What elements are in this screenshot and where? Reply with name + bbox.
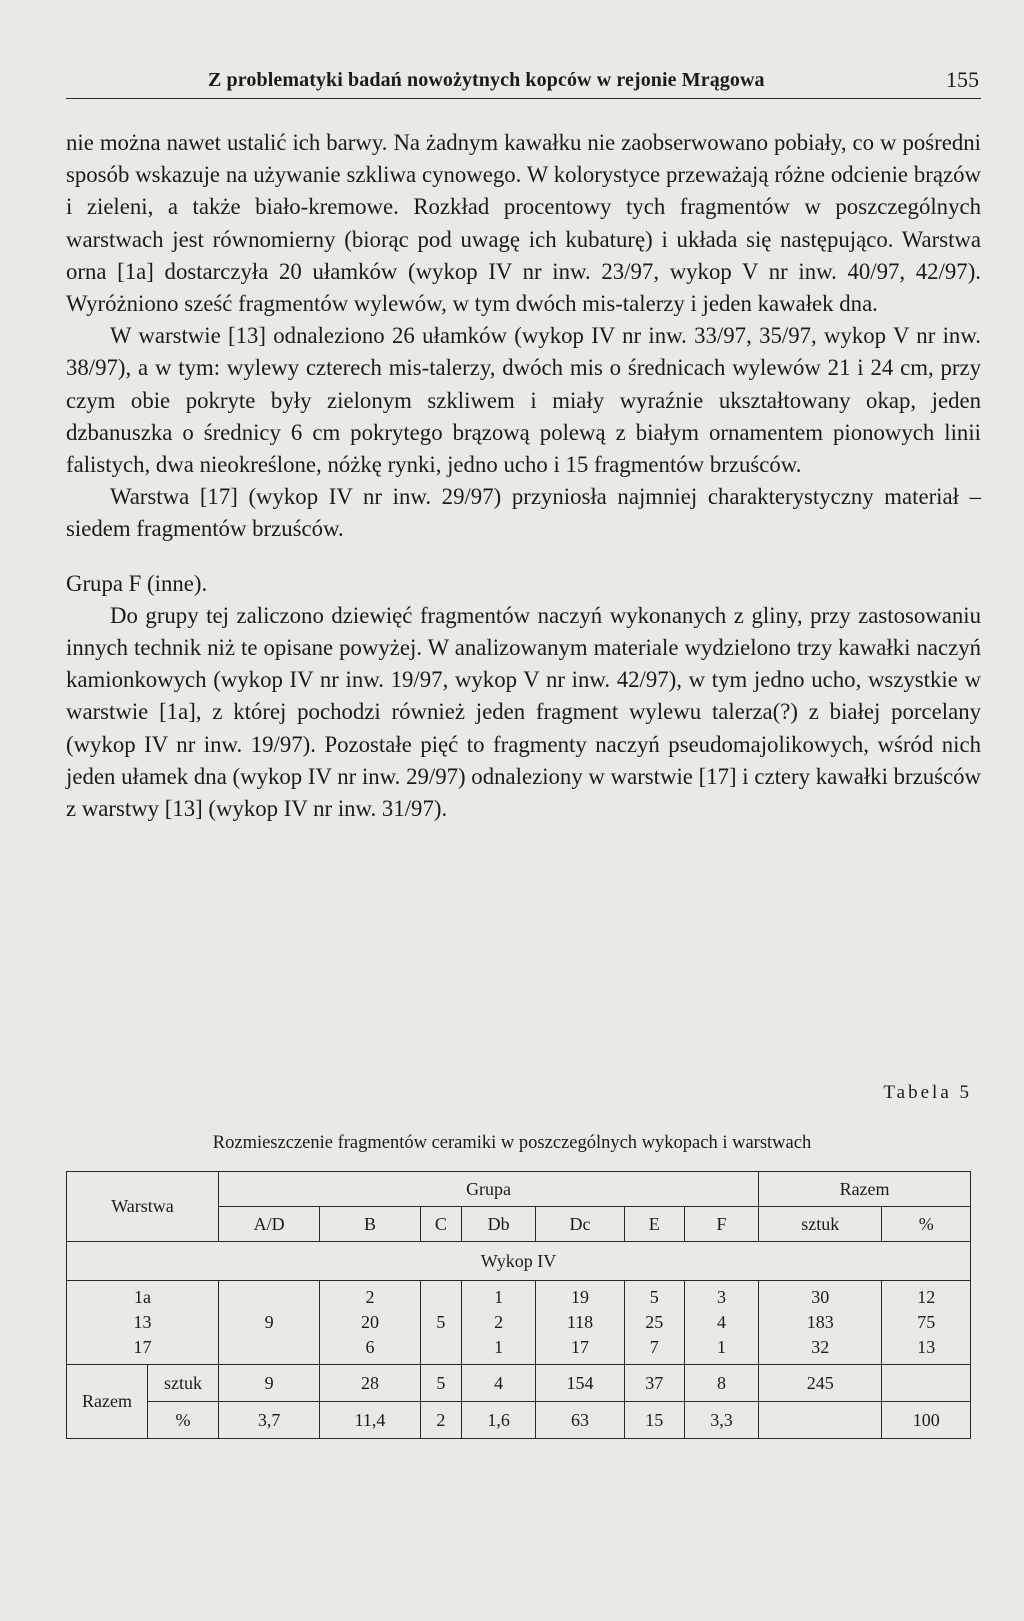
cell-warstwa: 17 — [133, 1337, 152, 1357]
cell-value: 5 — [436, 1312, 446, 1332]
col-dc — [536, 1281, 625, 1365]
header-group: C — [420, 1207, 461, 1242]
body-text — [66, 127, 981, 825]
cell-value: 5 — [649, 1287, 659, 1307]
col-db — [461, 1281, 535, 1365]
paragraph: nie można nawet ustalić ich barwy. Na żadnym kawałku nie zaobserwowano pobiały, co w pośredni sposób wskazuje na używanie szkliwa cynowego. W kolorystyce przeważają różne odcienie brązów i zieleni, a także biało-kremowe. Rozkład procentowy tych fragmentów w poszczególnych warstwach jest równomierny (biorąc pod uwagę ich kubaturę) i układa się następująco. Warstwa orna [1a] dostarczyła 20 ułamków (wykop IV nr inw. 23/97, wykop V nr inw. 40/97, 42/97). Wyróżniono sześć fragmentów wylewów, w tym dwóch mis-talerzy i jeden kawałek dna. — [66, 130, 981, 317]
header-group: F — [684, 1207, 758, 1242]
cell-value — [882, 1365, 971, 1402]
cell-value: 6 — [365, 1337, 375, 1357]
cell-value: 100 — [882, 1402, 971, 1439]
cell-value: 37 — [624, 1365, 684, 1402]
cell-value: 11,4 — [320, 1402, 421, 1439]
cell-value: 3,7 — [219, 1402, 320, 1439]
col-sztuk — [759, 1281, 882, 1365]
cell-warstwa: 13 — [133, 1312, 152, 1332]
col-ad — [219, 1281, 320, 1365]
cell-value: 9 — [264, 1312, 274, 1332]
header-group: E — [624, 1207, 684, 1242]
table-body-rows — [67, 1281, 971, 1365]
header-sztuk: sztuk — [759, 1207, 882, 1242]
cell-value: 75 — [917, 1312, 936, 1332]
paragraph: Do grupy tej zaliczono dziewięć fragmentów naczyń wykonanych z gliny, przy zastosowaniu innych technik niż te opisane powyżej. W analizowanym materiale wydzielono trzy kawałki naczyń kamionkowych (wykop IV nr inw. 19/97, wykop V nr inw. 42/97), w tym jedno ucho, wszystkie w warstwie [1a], z której pochodzi również jeden fragment wylewu talerza(?) z białej porcelany (wykop IV nr inw. 19/97). Pozostałe pięć to fragmenty naczyń pseudomajolikowych, wśród nich jeden ułamek dna (wykop IV nr inw. 29/97) odnaleziony w warstwie [17] i cztery kawałki brzuśców z warstwy [13] (wykop IV nr inw. 31/97). — [66, 602, 981, 822]
header-grupa: Grupa — [219, 1172, 759, 1207]
paragraph: Warstwa [17] (wykop IV nr inw. 29/97) przyniosła najmniej charakterystyczny materiał – siedem fragmentów brzuśców. — [66, 484, 981, 542]
cell-value: 154 — [536, 1365, 625, 1402]
cell-value: 245 — [759, 1365, 882, 1402]
col-b — [320, 1281, 421, 1365]
data-table — [66, 1171, 971, 1439]
col-warstwa — [67, 1281, 219, 1365]
cell-value: 1,6 — [461, 1402, 535, 1439]
cell-value — [219, 1335, 319, 1360]
header-group: B — [320, 1207, 421, 1242]
cell-value: 118 — [566, 1312, 594, 1332]
header-group: Db — [461, 1207, 535, 1242]
cell-value: 8 — [684, 1365, 758, 1402]
cell-value: 4 — [716, 1312, 726, 1332]
cell-value: 25 — [645, 1312, 664, 1332]
totals-sztuk-label: sztuk — [148, 1365, 219, 1402]
cell-value: 28 — [320, 1365, 421, 1402]
paragraph: W warstwie [13] odnaleziono 26 ułamków (wykop IV nr inw. 33/97, 35/97, wykop V nr inw. 38/97), a w tym: wylewy czterech mis-talerzy, dwóch mis o średnicach wylewów 21 i 24 cm, przy czym obie pokryte były zielonym szkliwem i miały wyraźnie ukształtowany okap, jeden dzbanuszka o średnicy 6 cm pokrytego brązową polewą z białym ornamentem pionowych linii falistych, dwa nieokreślone, nóżkę rynki, jedno ucho i 15 fragmentów brzuśców. — [66, 323, 981, 478]
cell-value: 1 — [494, 1287, 504, 1307]
cell-value — [759, 1402, 882, 1439]
cell-value: 2 — [420, 1402, 461, 1439]
section-row — [67, 1242, 971, 1281]
section-label: Wykop IV — [67, 1242, 971, 1281]
page-number: 155 — [946, 67, 979, 92]
cell-value: 20 — [360, 1312, 379, 1332]
cell-value: 32 — [811, 1337, 830, 1357]
header-group: Dc — [536, 1207, 625, 1242]
cell-value: 9 — [219, 1365, 320, 1402]
running-title: Z problematyki badań nowożytnych kopców w rejonie Mrągowa — [208, 69, 765, 91]
cell-value: 13 — [917, 1337, 936, 1357]
col-f — [684, 1281, 758, 1365]
cell-value: 1 — [716, 1337, 726, 1357]
header-percent: % — [882, 1207, 971, 1242]
running-header — [66, 66, 981, 99]
totals-row-percent — [67, 1402, 971, 1439]
cell-value: 17 — [571, 1337, 589, 1357]
cell-value: 15 — [624, 1402, 684, 1439]
cell-value: 19 — [571, 1287, 589, 1307]
cell-value — [219, 1285, 319, 1310]
cell-value: 63 — [536, 1402, 625, 1439]
table-label: Tabela 5 — [883, 1082, 972, 1103]
cell-value: 12 — [917, 1287, 936, 1307]
cell-value — [421, 1335, 461, 1360]
header-warstwa: Warstwa — [67, 1172, 219, 1242]
table-caption: Rozmieszczenie fragmentów ceramiki w poszczególnych wykopach i warstwach — [212, 1133, 812, 1153]
cell-warstwa: 1a — [134, 1287, 151, 1307]
cell-value — [421, 1285, 461, 1310]
group-heading: Grupa F (inne). — [66, 570, 208, 596]
col-c — [420, 1281, 461, 1365]
cell-value: 3 — [716, 1287, 726, 1307]
cell-value: 7 — [649, 1337, 659, 1357]
cell-value: 4 — [461, 1365, 535, 1402]
cell-value: 2 — [494, 1312, 504, 1332]
cell-value: 183 — [806, 1312, 834, 1332]
table-header-row — [67, 1172, 971, 1207]
cell-value: 5 — [420, 1365, 461, 1402]
cell-value: 30 — [811, 1287, 830, 1307]
cell-value: 2 — [365, 1287, 375, 1307]
col-e — [624, 1281, 684, 1365]
header-group: A/D — [219, 1207, 320, 1242]
cell-value: 1 — [494, 1337, 504, 1357]
cell-value: 3,3 — [684, 1402, 758, 1439]
totals-row-sztuk — [67, 1365, 971, 1402]
totals-percent-label: % — [148, 1402, 219, 1439]
header-razem: Razem — [759, 1172, 971, 1207]
col-percent — [882, 1281, 971, 1365]
totals-label: Razem — [67, 1365, 148, 1439]
